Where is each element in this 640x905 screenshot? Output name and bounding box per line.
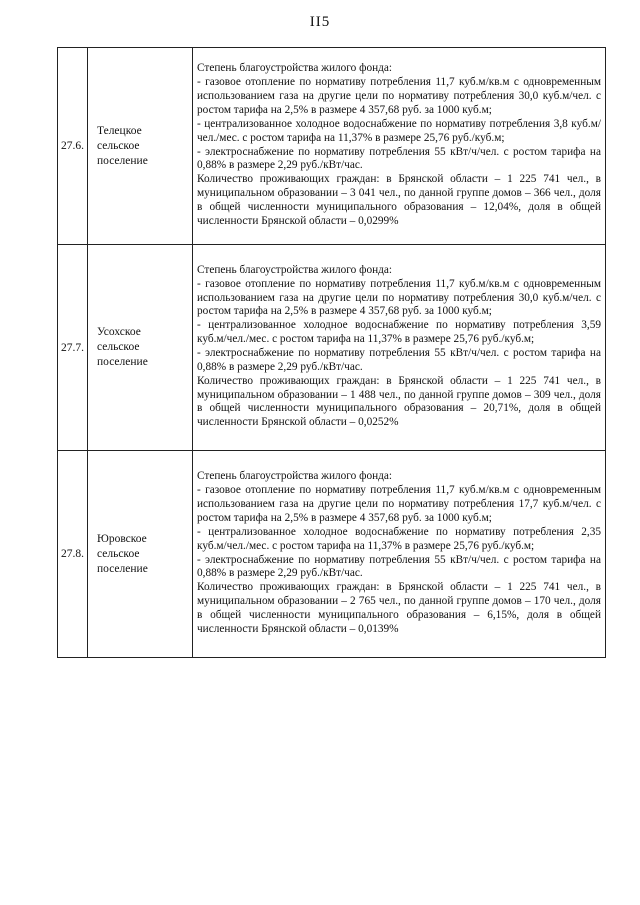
electricity-item: - электроснабжение по нормативу потребления 55 кВт/ч/чел. с ростом тарифа на 0,88% в размере 2,29 руб./кВт/час. [197,145,601,172]
description-heading: Степень благоустройства жилого фонда: [197,470,393,483]
settlement-description [193,451,606,658]
row-number: 27.8. [58,451,88,658]
page-number: II5 [309,14,331,30]
table-row [58,48,606,245]
description-heading: Степень благоустройства жилого фонда: [197,62,393,75]
population-info: Количество проживающих граждан: в Брянской области – 1 225 741 чел., в муниципальном образовании – 1 488 чел., по данной группе домов – 309 чел., доля в общей численности муниципального образования – 20,71%, доля в общей численности Брянской области – 0,0252% [197,374,601,429]
settlement-description [193,48,606,245]
settlement-name: Телецкое сельское поселение [88,48,193,245]
electricity-item: - электроснабжение по нормативу потребления 55 кВт/ч/чел. с ростом тарифа на 0,88% в размере 2,29 руб./кВт/час. [197,553,601,580]
settlement-name: Юровское сельское поселение [88,451,193,658]
gas-heating-item: - газовое отопление по нормативу потребления 11,7 куб.м/кв.м с одновременным использованием газа на другие цели по нормативу потребления 30,0 куб.м/чел. с ростом тарифа на 2,5% в размере 4 357,68 руб. за 1000 куб.м; [197,76,601,116]
settlement-name: Усохское сельское поселение [88,245,193,451]
electricity-item: - электроснабжение по нормативу потребления 55 кВт/ч/чел. с ростом тарифа на 0,88% в размере 2,29 руб./кВт/час. [197,347,601,373]
population-info: Количество проживающих граждан: в Брянской области – 1 225 741 чел., в муниципальном образовании – 2 765 чел., по данной группе домов – 170 чел., доля в общей численности муниципального образования – 6,15%, доля в общей численности Брянской области – 0,0139% [197,581,601,635]
table-row [58,451,606,658]
table-row [58,245,606,451]
row-number: 27.7. [58,245,88,451]
gas-heating-item: - газовое отопление по нормативу потребления 11,7 куб.м/кв.м с одновременным использованием газа на другие цели по нормативу потребления 17,7 куб.м/чел. с ростом тарифа на 2,5% в размере 4 357,68 руб. за 1000 куб.м; [197,484,601,524]
row-number: 27.6. [58,48,88,245]
population-info: Количество проживающих граждан: в Брянской области – 1 225 741 чел., в муниципальном образовании – 3 041 чел., по данной группе домов – 366 чел., доля в общей численности муниципального образования – 12,04%, доля в общей численности Брянской области – 0,0299% [197,173,601,227]
water-supply-item: - централизованное холодное водоснабжение по нормативу потребления 3,8 куб.м/чел./мес. с ростом тарифа на 11,37% в размере 25,76 руб./куб.м; [197,117,601,144]
description-heading: Степень благоустройства жилого фонда: [197,263,393,276]
settlement-table [57,47,606,658]
water-supply-item: - централизованное холодное водоснабжение по нормативу потребления 3,59 куб.м/чел./мес. с ростом тарифа на 11,37% в размере 25,76 руб./куб.м; [197,319,601,346]
gas-heating-item: - газовое отопление по нормативу потребления 11,7 куб.м/кв.м с одновременным использованием газа на другие цели по нормативу потребления 30,0 куб.м/чел. с ростом тарифа на 2,5% в размере 4 357,68 руб. за 1000 куб.м; [197,277,601,318]
water-supply-item: - централизованное холодное водоснабжение по нормативу потребления 2,35 куб.м/чел./мес. с ростом тарифа на 11,37% в размере 25,76 руб./куб.м; [197,525,601,552]
settlement-description [193,245,606,451]
